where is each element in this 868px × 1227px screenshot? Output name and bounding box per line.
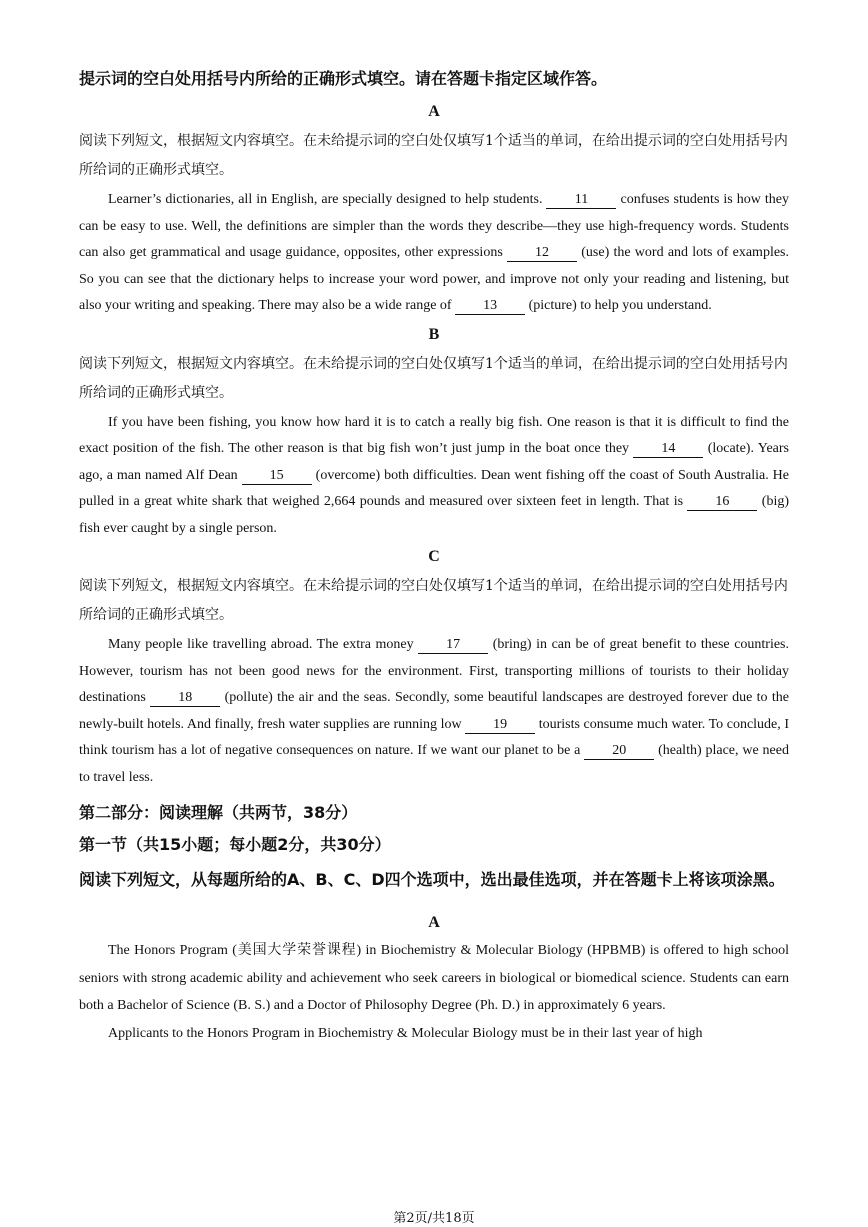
reading-instruction: 阅读下列短文，从每题所给的A、B、C、D四个选项中，选出最佳选项，并在答题卡上将该项涂黑。 (79, 870, 785, 889)
passage-text: (use) the word and lots of examples. So you can see that the dictionary helps to increase your word power, and improve not only your reading and listening, but also your writing and speaking. There may also be a wide range of (79, 245, 789, 313)
passage-text: (health) place, we need to travel less. (79, 743, 789, 785)
exam-page (79, 60, 789, 1047)
section-instruction: 阅读下列短文，根据短文内容填空。在未给提示词的空白处仅填写1个适当的单词，在给出提示词的空白处用括号内所给词的正确形式填空。 (79, 578, 788, 623)
answer-blank[interactable]: 20 (584, 743, 654, 760)
section-instruction: 阅读下列短文，根据短文内容填空。在未给提示词的空白处仅填写1个适当的单词，在给出提示词的空白处用括号内所给词的正确形式填空。 (79, 133, 788, 178)
passage-text: (bring) in can be of great benefit to these countries. However, tourism has not been good news for the environment. First, transporting millions of tourists to their holiday destinations (79, 637, 790, 705)
passage-text: (pollute) the air and the seas. Secondly, some beautiful landscapes are destroyed forever due to the newly-built hotels. And finally, fresh water supplies are running low (79, 690, 789, 732)
passage-text: (locate). Years ago, a man named Alf Dean (79, 441, 789, 483)
passage-letter: A (428, 914, 440, 931)
page-number: 第2页/共18页 (393, 1211, 475, 1226)
reading-part (79, 798, 789, 1047)
answer-blank[interactable]: 17 (418, 637, 488, 654)
passage-text: (picture) to help you understand. (525, 298, 712, 313)
cloze-passage (79, 410, 789, 543)
passage-text: (overcome) both difficulties. Dean went fishing off the coast of South Australia. He pulled in a great white shark that weighed 2,664 pounds and measured over sixteen feet in length. That is (79, 467, 790, 509)
section-instruction: 阅读下列短文，根据短文内容填空。在未给提示词的空白处仅填写1个适当的单词，在给出提示词的空白处用括号内所给词的正确形式填空。 (79, 355, 788, 401)
answer-blank[interactable]: 19 (465, 717, 535, 734)
passage-text: confuses students is how they can be easy to use. Well, the definitions are simpler than the words they describe—they use high-frequency words. Students can also get grammatical and usage guidance, opposites, other expressions (79, 192, 789, 260)
section-letter: A (428, 103, 440, 120)
passage-paragraph-2: Applicants to the Honors Program in Biochemistry & Molecular Biology must be in their last year of high (108, 1025, 703, 1041)
answer-blank[interactable]: 12 (507, 245, 577, 262)
cloze-sections (79, 97, 789, 791)
passage-text: If you have been fishing, you know how hard it is to catch a really big fish. One reason is that it is difficult to find the exact position of the fish. The other reason is that big fish won’t just jump in the boat once they (79, 414, 789, 456)
passage-text: Learner’s dictionaries, all in English, are specially designed to help students. (108, 192, 547, 207)
section-letter: C (428, 548, 440, 565)
answer-blank[interactable]: 13 (455, 298, 525, 315)
answer-blank[interactable]: 15 (242, 468, 312, 485)
passage-text: Many people like travelling abroad. The extra money (108, 637, 419, 652)
answer-blank[interactable]: 16 (687, 494, 757, 511)
section-letter: B (428, 325, 440, 343)
answer-blank[interactable]: 14 (633, 441, 703, 458)
part2-title: 第二部分：阅读理解（共两节，38分） (79, 803, 358, 822)
cloze-passage (79, 632, 789, 791)
section1-title: 第一节（共15小题；每小题2分，共30分） (79, 835, 391, 854)
passage-text: (big) fish ever caught by a single person. (79, 494, 789, 536)
cloze-passage (79, 187, 789, 320)
passage-text: tourists consume much water. To conclude, I think tourism has a lot of negative consequences on nature. If we want our planet to be a (79, 716, 789, 758)
answer-blank[interactable]: 18 (150, 690, 220, 707)
answer-blank[interactable]: 11 (546, 192, 616, 209)
passage-paragraph-1: The Honors Program (美国大学荣誉课程) in Biochemistry & Molecular Biology (HPBMB) is offered to high school seniors with strong academic ability and achievement who seek careers in biological or biomedical science. Students can earn both a Bachelor of Science (B. S.) and a Doctor of Philosophy Degree (Ph. D.) in approximately 6 years. (79, 943, 789, 1013)
header-instruction: 提示词的空白处用括号内所给的正确形式填空。请在答题卡指定区域作答。 (79, 69, 608, 88)
